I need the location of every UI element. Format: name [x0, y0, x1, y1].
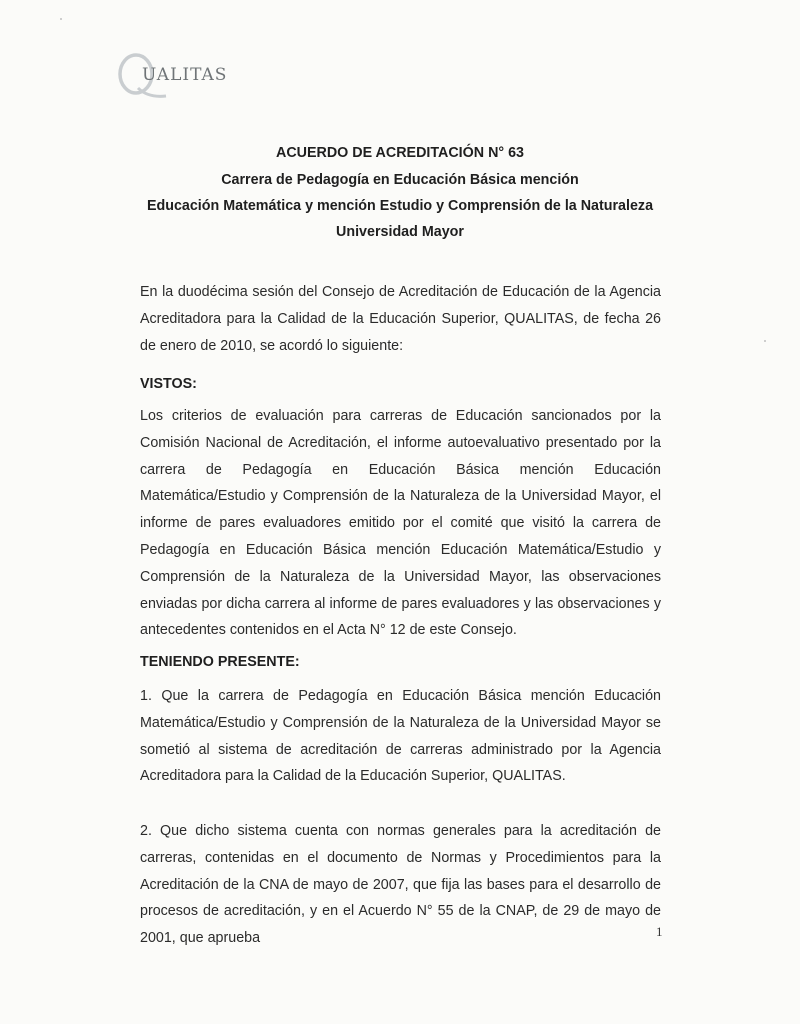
intro-paragraph: En la duodécima sesión del Consejo de Acreditación de Educación de la Agencia Acreditadora para la Calidad de la Educación Superior, QUALITAS, de fecha 26 de enero de 2010, se acordó lo siguiente: — [140, 284, 661, 354]
document-subtitle-line: Educación Matemática y mención Estudio y Comprensión de la Naturaleza — [146, 198, 654, 214]
teniendo-presente-heading: TENIENDO PRESENTE: — [140, 654, 300, 670]
vistos-heading: VISTOS: — [140, 376, 197, 392]
scan-speck — [764, 340, 766, 342]
scan-speck — [60, 18, 62, 20]
teniendo-item-1: 1. Que la carrera de Pedagogía en Educación Básica mención Educación Matemática/Estudio y Comprensión de la Naturaleza de la Universidad Mayor se sometió al sistema de acreditación de carreras administrado por la Agencia Acreditadora para la Calidad de la Educación Superior, QUALITAS. — [140, 688, 661, 785]
document-subtitle-line: Universidad Mayor — [336, 224, 464, 240]
document-title: ACUERDO DE ACREDITACIÓN N° 63 — [276, 145, 524, 161]
page-number: 1 — [656, 924, 663, 939]
qualitas-logo — [114, 50, 254, 102]
teniendo-item-2: 2. Que dicho sistema cuenta con normas generales para la acreditación de carreras, contenidas en el documento de Normas y Procedimientos para la Acreditación de la CNA de mayo de 2007, que fija las bases para el desarrollo de procesos de acreditación, y en el Acuerdo N° 55 de la CNAP, de 29 de mayo de 2001, que aprueba — [140, 823, 661, 947]
document-subtitle-line: Carrera de Pedagogía en Educación Básica mención — [221, 172, 579, 188]
logo-text: UALITAS — [142, 65, 228, 85]
vistos-paragraph: Los criterios de evaluación para carreras de Educación sancionados por la Comisión Nacional de Acreditación, el informe autoevaluativo presentado por la carrera de Pedagogía en Educación Básica mención Educación Matemática/Estudio y Comprensión de la Naturaleza de la Universidad Mayor, el informe de pares evaluadores emitido por el comité que visitó la carrera de Pedagogía en Educación Básica mención Educación Matemática/Estudio y Comprensión de la Naturaleza de la Universidad Mayor, las observaciones enviadas por dicha carrera al informe de pares evaluadores y las observaciones y antecedentes contenidos en el Acta N° 12 de este Consejo. — [140, 408, 661, 639]
